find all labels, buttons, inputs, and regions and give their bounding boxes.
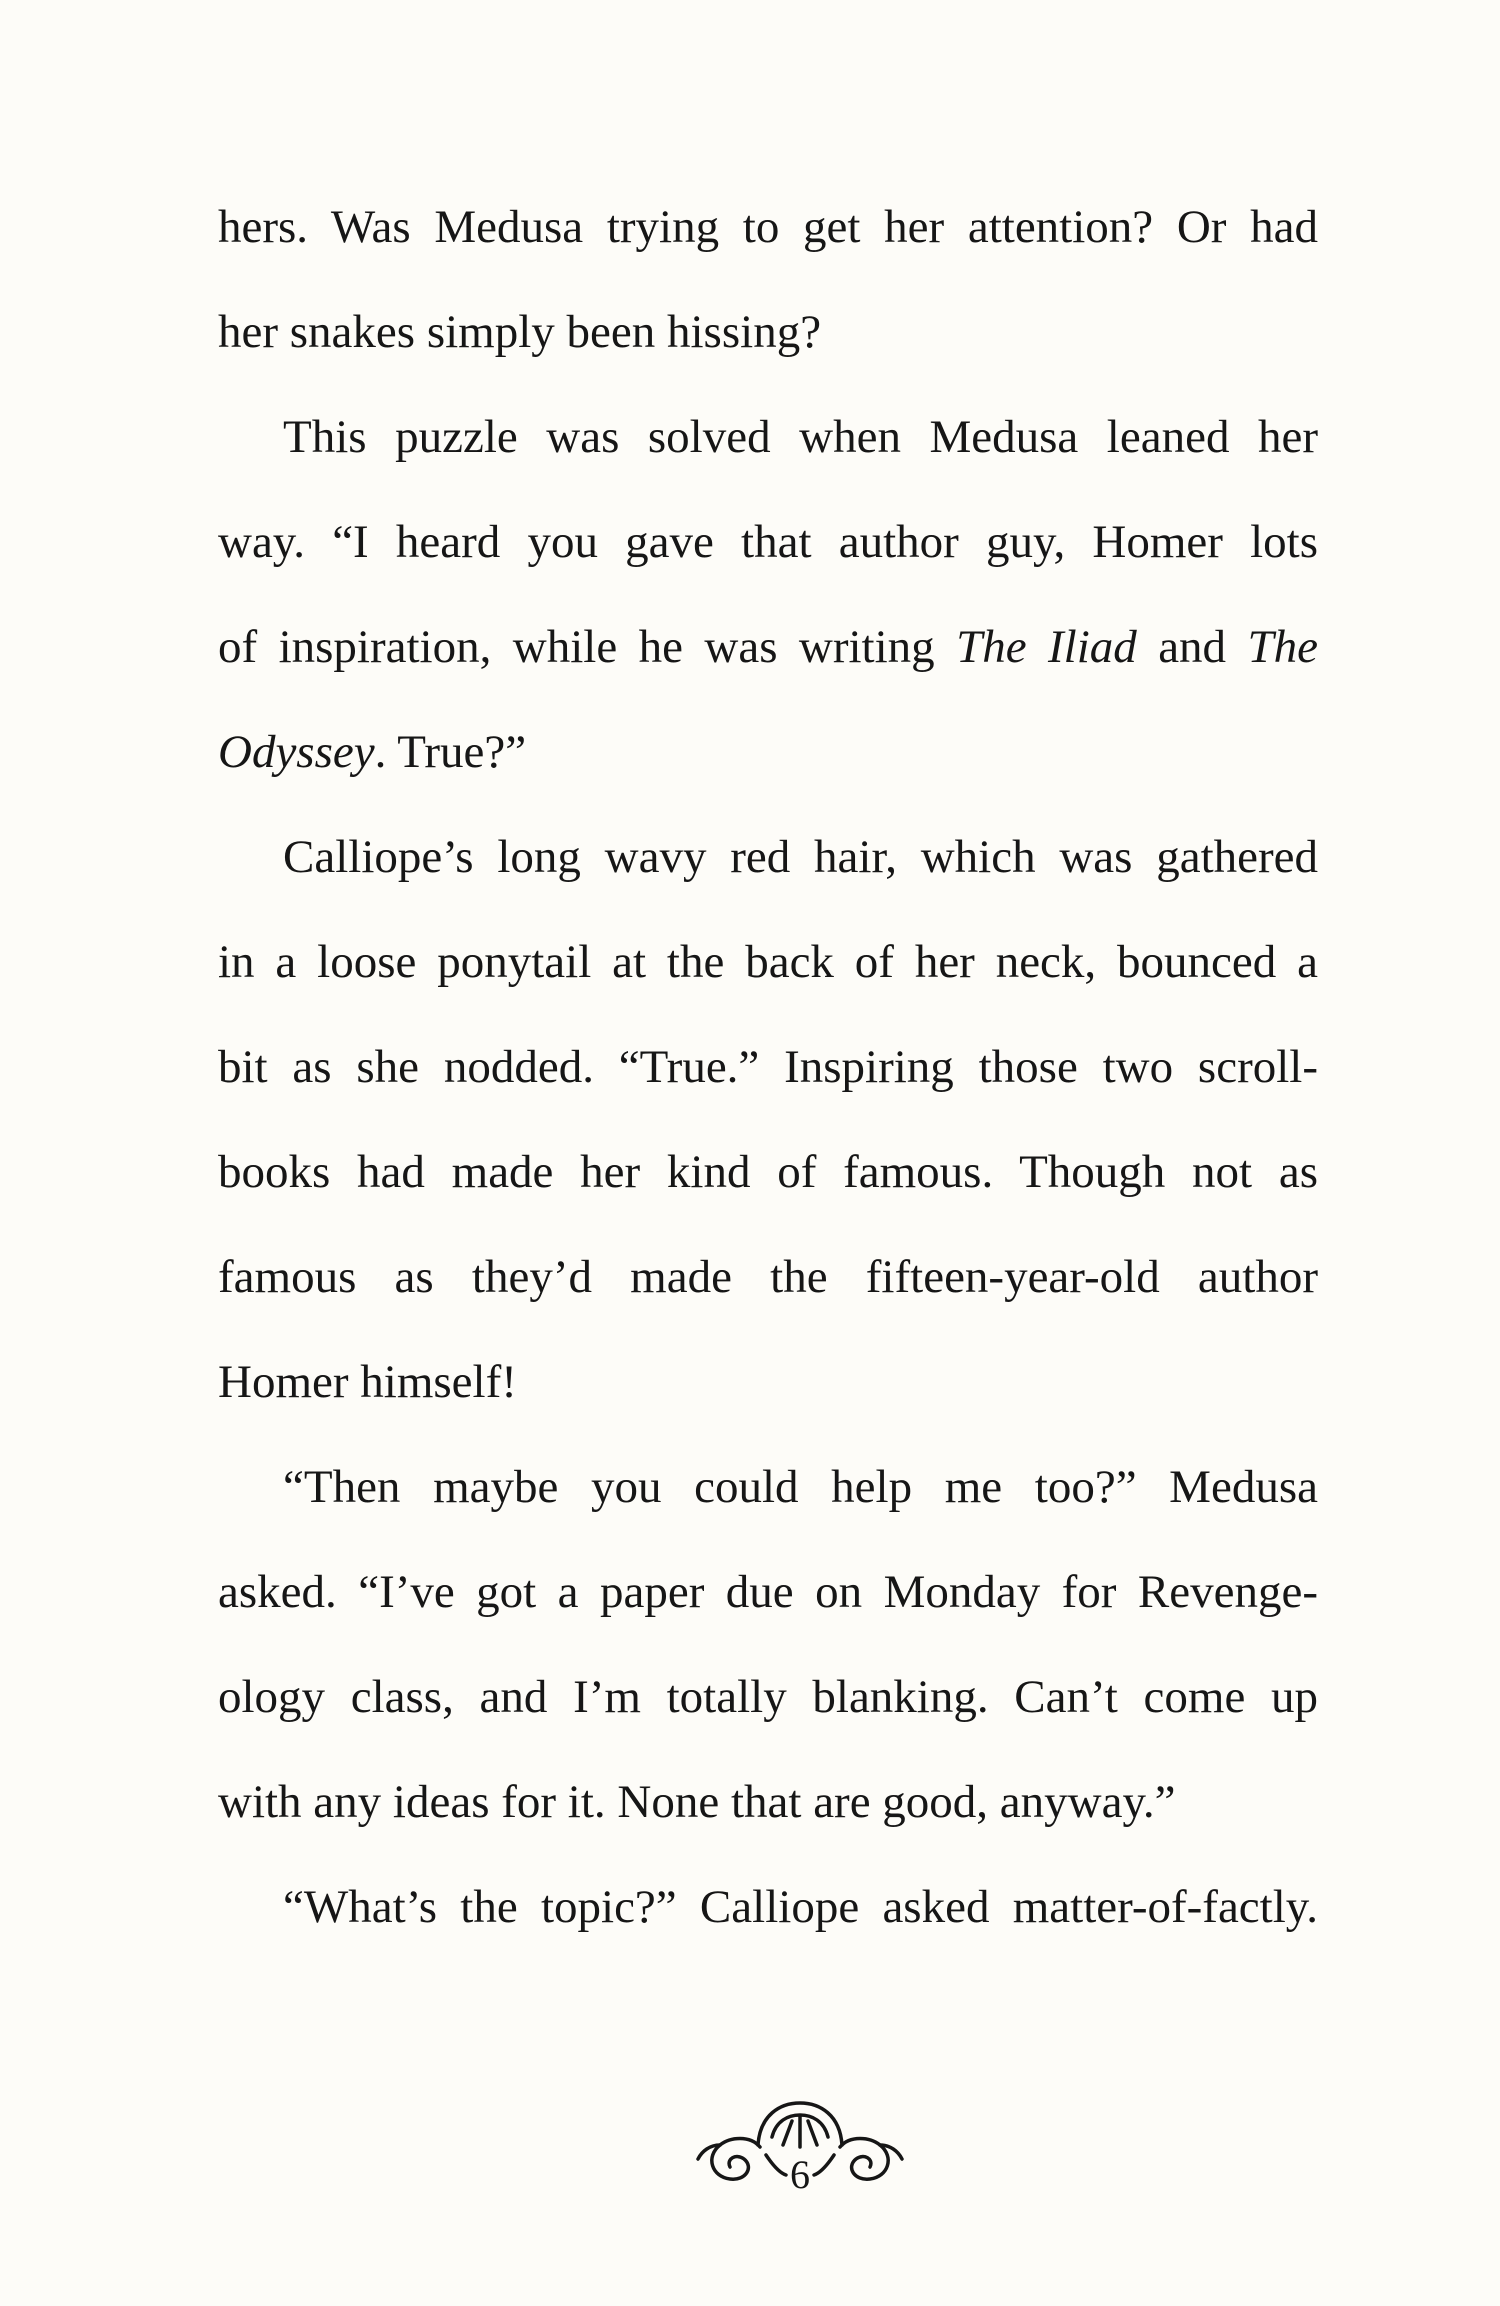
- text-line: famous as they’d made the fifteen-year-old author: [218, 1251, 1318, 1303]
- text-line: hers. Was Medusa trying to get her attention? Or had: [218, 201, 1318, 253]
- text-line: This puzzle was solved when Medusa leaned her: [283, 411, 1318, 463]
- text-line: “Then maybe you could help me too?” Medusa: [283, 1461, 1318, 1513]
- text-line: Homer himself!: [218, 1356, 517, 1408]
- text-line: in a loose ponytail at the back of her neck, bounced a: [218, 936, 1318, 988]
- text-line: [218, 717, 1318, 787]
- text-line: books had made her kind of famous. Though not as: [218, 1146, 1318, 1198]
- text-line: her snakes simply been hissing?: [218, 306, 822, 358]
- italic-title: The: [1247, 621, 1318, 673]
- text-line: ology class, and I’m totally blanking. Can’t come up: [218, 1671, 1318, 1723]
- text-run: of inspiration, while he was writing: [218, 621, 957, 673]
- text-run: and: [1136, 621, 1248, 673]
- text-line: asked. “I’ve got a paper due on Monday for Revenge-: [218, 1566, 1318, 1618]
- text-line: [218, 612, 1318, 682]
- text-line: “What’s the topic?” Calliope asked matter-of-factly.: [283, 1881, 1318, 1933]
- text-line: with any ideas for it. None that are good, anyway.”: [218, 1776, 1176, 1828]
- text-line: Calliope’s long wavy red hair, which was gathered: [283, 831, 1318, 883]
- text-line: way. “I heard you gave that author guy, Homer lots: [218, 516, 1318, 568]
- italic-title: The Iliad: [956, 621, 1137, 673]
- italic-title: Odyssey: [218, 726, 375, 778]
- page-number: 6: [790, 2152, 810, 2197]
- text-run: . True?”: [374, 726, 527, 778]
- text-line: bit as she nodded. “True.” Inspiring those two scroll-: [218, 1041, 1318, 1093]
